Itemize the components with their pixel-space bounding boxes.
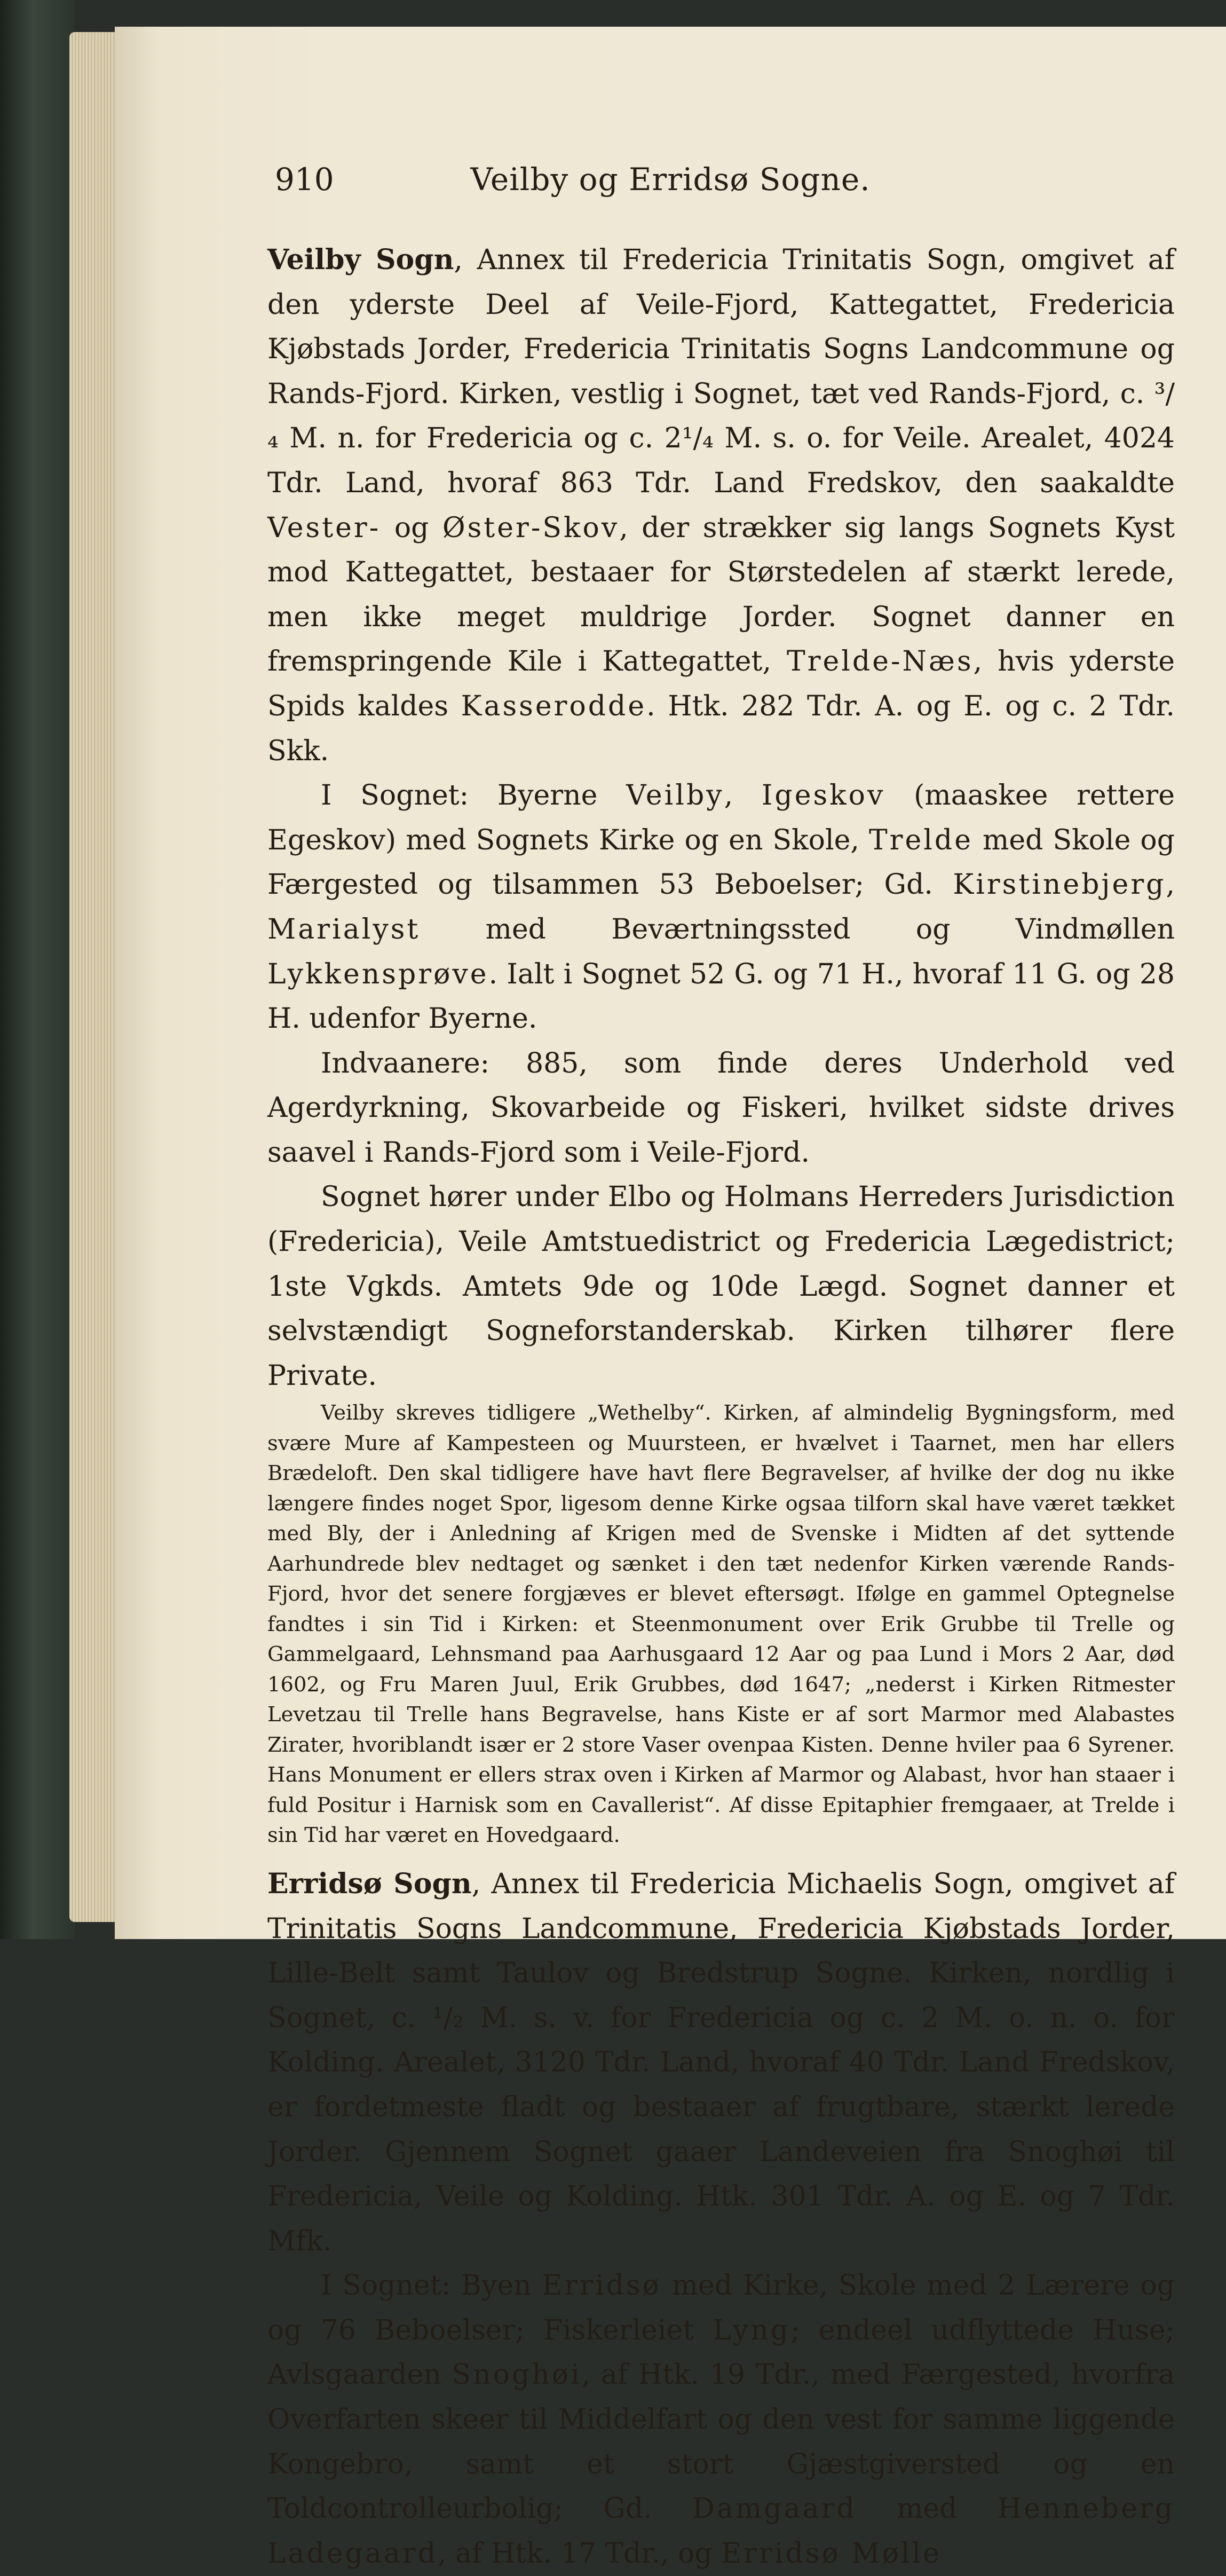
text-run: , der strækker sig langs Sognets Kyst mod Kattegattet, bestaaer for Størstedelen af stærkt lerede, men ikke meget muldrige Jorder. Sognet danner en fremspringende Kile i Kattegattet, bbox=[267, 511, 1175, 678]
place-name: Lyng bbox=[713, 2314, 791, 2346]
erridso-heading: Erridsø Sogn bbox=[267, 1867, 472, 1900]
veilby-paragraph-4: Sognet hører under Elbo og Holmans Herreders Jurisdiction (Fredericia), Veile Amtstuedistrict og Fredericia Lægedistrict; 1ste Vgkds. Amtets 9de og 10de Lægd. Sognet danner et selvstændigt Sogneforstanderskab. Kirken tilhører flere Private. bbox=[267, 1181, 1175, 1392]
place-name: Erridsø Mølle bbox=[721, 2537, 942, 2570]
text-run: , Annex til Fredericia Trinitatis Sogn, omgivet af den yderste Deel af Veile-Fjord, Kattegattet, Fredericia Kjøbstads Jorder, Fredericia Trinitatis Sogns Landcommune og Rands-Fjord. Kirken, vestlig i Sognet, tæt ved Rands-Fjord, c. ³/₄ M. n. for Fredericia og c. 2¹/₄ M. s. o. for Veile. Arealet, 4024 Tdr. Land, hvoraf 863 Tdr. Land Fredskov, den saakaldte bbox=[267, 244, 1175, 499]
book-page bbox=[115, 27, 1226, 2570]
text-run: ; endeel udflyttede Huse; Avlsgaarden bbox=[267, 2314, 1175, 2391]
text-run: med Skole og Færgested og tilsammen 53 Beboelser; Gd. bbox=[267, 824, 1175, 901]
page-header-title: Veilby og Erridsø Sogne. bbox=[470, 161, 871, 198]
erridso-paragraph-2 bbox=[267, 2264, 1175, 2576]
book-binding bbox=[0, 0, 75, 1939]
place-name: Kasserodde bbox=[461, 690, 647, 722]
veilby-paragraph-3: Indvaanere: 885, som finde deres Underhold ved Agerdyrkning, Skovarbeide og Fiskeri, hvilket sidste drives saavel i Rands-Fjord som i Veile-Fjord. bbox=[267, 1047, 1175, 1169]
place-name: Trelde-Næs bbox=[786, 645, 974, 678]
place-name: Marialyst bbox=[267, 913, 421, 946]
erridso-paragraph-1 bbox=[267, 1862, 1175, 2264]
veilby-heading: Veilby Sogn bbox=[267, 243, 454, 276]
place-name: Øster-Skov bbox=[442, 511, 620, 544]
text-run: , bbox=[1166, 869, 1175, 901]
place-name: Henneberg Ladegaard bbox=[267, 2493, 1175, 2570]
page-number: 910 bbox=[275, 161, 334, 198]
text-run: , af Htk. 17 Tdr., og bbox=[438, 2537, 722, 2570]
text-run: med Beværtningssted og Vindmøllen bbox=[420, 913, 1175, 946]
place-name: Kirstinebjerg bbox=[953, 869, 1166, 901]
veilby-paragraph-2 bbox=[267, 774, 1175, 1042]
text-run: med Kirke, Skole med 2 Lærere og og 76 Beboelser; Fiskerleiet bbox=[267, 2270, 1175, 2346]
place-name: Erridsø bbox=[542, 2270, 661, 2302]
text-run: og bbox=[381, 511, 442, 544]
text-run: , af Htk. 19 Tdr., med Færgested, hvorfra Overfarten skeer til Middelfart og den vest for samme liggende Kongebro, samt et stort Gjæstgiversted og en Toldcontrolleurbolig; Gd. bbox=[267, 2359, 1175, 2525]
body-text bbox=[267, 238, 1175, 2576]
text-run: med bbox=[856, 2493, 998, 2525]
text-run: , hvis yderste Spids kaldes bbox=[267, 645, 1175, 722]
running-head bbox=[115, 161, 1226, 209]
text-run: . Htk. 282 Tdr. A. og E. og c. 2 Tdr. Skk. bbox=[267, 690, 1175, 767]
text-run: , bbox=[724, 779, 762, 812]
place-name: Veilby bbox=[626, 779, 724, 812]
text-run: . Ialt i Sognet 52 G. og 71 H., hvoraf 11 G. og 28 H. udenfor Byerne. bbox=[267, 958, 1175, 1035]
place-name: Lykkensprøve bbox=[267, 958, 489, 990]
text-run: (maaskee rettere Egeskov) med Sognets Kirke og en Skole, bbox=[267, 779, 1175, 856]
veilby-paragraph-1 bbox=[267, 238, 1175, 774]
text-run: I Sognet: Byen bbox=[321, 2270, 542, 2302]
section-gap bbox=[267, 1851, 1175, 1862]
place-name: Igeskov bbox=[761, 779, 885, 812]
text-run: I Sognet: Byerne bbox=[321, 779, 627, 812]
veilby-note: Veilby skreves tidligere „Wethelby“. Kirken, af almindelig Bygningsform, med svære Mure af Kampesteen og Muursteen, er hvælvet i Taarnet, men har ellers Brædeloft. Den skal tidligere have havt flere Begravelser, af hvilke der dog nu ikke længere findes noget Spor, ligesom denne Kirke ogsaa tilforn skal have været tækket med Bly, der i Anledning af Krigen med de Svenske i Midten af det syttende Aarhundrede blev nedtaget og sænket i den tæt nedenfor Kirken værende Rands-Fjord, hvor det senere forgjæves er blevet eftersøgt. Ifølge en gammel Optegnelse fandtes i sin Tid i Kirken: et Steenmonument over Erik Grubbe til Trelle og Gammelgaard, Lehnsmand paa Aarhusgaard 12 Aar og paa Lund i Mors 2 Aar, død 1602, og Fru Maren Juul, Erik Grubbes, død 1647; „nederst i Kirken Ritmester Levetzau til Trelle hans Begravelse, hans Kiste er af sort Marmor med Alabastes Zirater, hvoriblandt især er 2 store Vaser ovenpaa Kisten. Denne hviler paa 6 Syrener. Hans Monument er ellers strax oven i Kirken af Marmor og Alabast, hvor han staaer i fuld Positur i Harnisk som en Cavallerist“. Af disse Epitaphier fremgaaer, at Trelde i sin Tid har været en Hovedgaard. bbox=[267, 1401, 1175, 1848]
place-name: Damgaard bbox=[692, 2493, 857, 2525]
place-name: Trelde bbox=[868, 824, 973, 856]
place-name: Snoghøi bbox=[452, 2359, 582, 2391]
text-run: , Annex til Fredericia Michaelis Sogn, omgivet af Trinitatis Sogns Landcommune, Fredericia Kjøbstads Jorder, Lille-Belt samt Taulov og Bredstrup Sogne. Kirken, nordlig i Sognet, c. ¹/₂ M. s. v. for Fredericia og c. 2 M. o. n. o. for Kolding. Arealet, 3120 Tdr. Land, hvoraf 40 Tdr. Land Fredskov, er fordetmeste fladt og bestaaer af frugtbare, stærkt lerede Jorder. Gjennem Sognet gaaer Landeveien fra Snoghøi til Fredericia, Veile og Kolding. Htk. 301 Tdr. A. og E. og 7 Tdr. Mfk. bbox=[267, 1868, 1175, 2257]
place-name: Vester- bbox=[267, 511, 381, 544]
